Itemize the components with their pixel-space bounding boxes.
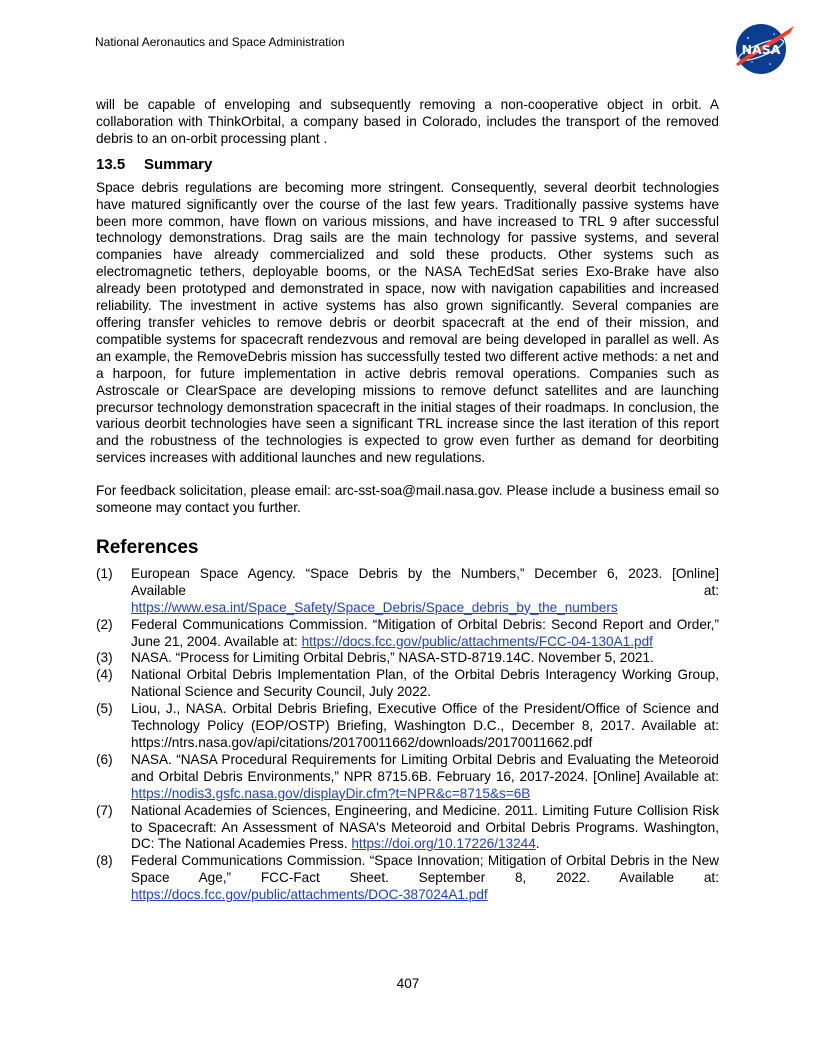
- reference-item: [96, 667, 719, 701]
- reference-item: [96, 701, 719, 752]
- reference-item: [96, 803, 719, 854]
- page-content: [96, 97, 719, 904]
- reference-text: Available at:: [131, 582, 719, 598]
- reference-number: (3): [96, 650, 113, 666]
- reference-item: [96, 617, 719, 651]
- reference-item: [96, 650, 719, 667]
- reference-number: (1): [96, 565, 113, 581]
- reference-number: (2): [96, 616, 113, 632]
- reference-number: (6): [96, 751, 113, 767]
- reference-text: Liou, J., NASA. Orbital Debris Briefing, Executive Office of the President/Office of Science and Technology Policy (EOP/OSTP) Briefing, Washington D.C., December 8, 2017. Available at: https://ntrs.nasa.gov/api/citations/20170011662/downloads/20170011662.pdf: [131, 701, 719, 750]
- reference-number: (4): [96, 667, 113, 683]
- references-heading: References: [96, 536, 199, 558]
- reference-item: [96, 853, 719, 904]
- reference-link[interactable]: https://docs.fcc.gov/public/attachments/DOC-387024A1.pdf: [131, 887, 488, 903]
- nasa-logo-icon: [730, 20, 796, 76]
- section-title: Summary: [144, 155, 213, 173]
- reference-link[interactable]: https://docs.fcc.gov/public/attachments/FCC-04-130A1.pdf: [301, 633, 653, 649]
- reference-text: Federal Communications Commission. “Mitigation of Orbital Debris: Second Report and Order,” June 21, 2004. Available at:: [131, 616, 719, 649]
- page-number: 407: [396, 976, 420, 991]
- reference-suffix: .: [535, 836, 540, 852]
- reference-link[interactable]: https://nodis3.gsfc.nasa.gov/displayDir.cfm?t=NPR&c=8715&s=6B: [131, 785, 531, 801]
- reference-text: NASA. “Process for Limiting Orbital Debris,” NASA-STD-8719.14C. November 5, 2021.: [131, 650, 654, 666]
- feedback-paragraph: For feedback solicitation, please email: arc-sst-soa@mail.nasa.gov. Please include a business email so someone may contact you further.: [96, 483, 719, 516]
- header-agency: National Aeronautics and Space Administration: [95, 35, 345, 49]
- reference-text: NASA. “NASA Procedural Requirements for Limiting Orbital Debris and Evaluating the Meteoroid and Orbital Debris Environments,” NPR 8715.6B. February 16, 2017-2024. [Online] Available at:: [131, 751, 719, 784]
- reference-number: (8): [96, 853, 113, 869]
- references-list: [96, 566, 719, 904]
- reference-number: (7): [96, 802, 113, 818]
- summary-paragraph: Space debris regulations are becoming more stringent. Consequently, several deorbit technologies have matured significantly over the course of the last few years. Traditionally passive systems have been more common, have flown on various missions, and have increased to TRL 9 after successful technology demonstrations. Drag sails are the main technology for passive systems, and several companies have already commercialized and sold these products. Other systems such as electromagnetic tethers, deployable booms, or the NASA TechEdSat series Exo-Brake have also already been prototyped and demonstrated in space, now with navigation capabilities and increased reliability. The investment in active systems has also grown significantly. Several companies are offering transfer vehicles to remove debris or deorbit spacecraft at the end of their mission, and compatible systems for spacecraft rendezvous and removal are being developed in parallel as well. As an example, the RemoveDebris mission has successfully tested two different active methods: a net and a harpoon, for future implementation in active debris removal operations. Companies such as Astroscale or ClearSpace are developing missions to remove defunct satellites and are launching precursor technology demonstration spacecraft in the initial stages of their roadmaps. In conclusion, the various deorbit technologies have seen a significant TRL increase since the last iteration of this report and the robustness of the technologies is expected to grow even further as demand for deorbiting services increases with additional launches and new regulations.: [96, 179, 719, 466]
- section-number: 13.5: [96, 155, 126, 173]
- reference-text: European Space Agency. “Space Debris by the Numbers,” December 6, 2023. [Online]: [131, 565, 719, 581]
- reference-link[interactable]: https://www.esa.int/Space_Safety/Space_Debris/Space_debris_by_the_numbers: [131, 599, 618, 615]
- reference-item: [96, 752, 719, 803]
- reference-link[interactable]: https://doi.org/10.17226/13244: [351, 836, 536, 852]
- reference-text: National Academies of Sciences, Engineering, and Medicine. 2011. Limiting Future Collision Risk to Spacecraft: An Assessment of NASA's Meteoroid and Orbital Debris Programs. Washington, DC: The National Academies Press.: [131, 802, 719, 852]
- nasa-logo-text: NASA: [741, 42, 781, 57]
- intro-paragraph: will be capable of enveloping and subsequently removing a non-cooperative object in orbit. A collaboration with ThinkOrbital, a company based in Colorado, includes the transport of the removed debris to an on-orbit processing plant .: [96, 97, 719, 146]
- reference-item: [96, 566, 719, 617]
- reference-text: National Orbital Debris Implementation Plan, of the Orbital Debris Interagency Working Group, National Science and Security Council, July 2022.: [131, 667, 719, 700]
- reference-number: (5): [96, 701, 113, 717]
- reference-text: Federal Communications Commission. “Space Innovation; Mitigation of Orbital Debris in the New Space Age,” FCC-Fact Sheet. September 8, 2022. Available at:: [131, 853, 719, 886]
- section-heading: [96, 156, 719, 174]
